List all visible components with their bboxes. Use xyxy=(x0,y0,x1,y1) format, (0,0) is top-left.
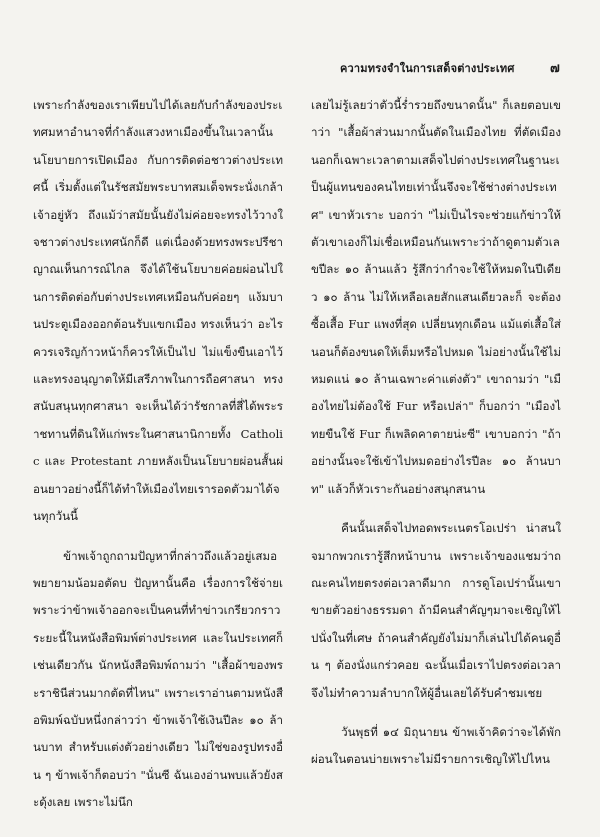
running-header-title: ความทรงจำในการเสด็จต่างประเทศ xyxy=(340,62,515,75)
right-paragraph-1: เลยไม่รู้เลยว่าตัวนี้ร่ำรวยถึงขนาดนั้น" ก็เลยตอบเขาว่า "เสื้อผ้าส่วนมากนั้นตัดในเมืองไทย ที่ตัดเมืองนอกก็เฉพาะเวลาตามเสด็จไปต่างประเทศในฐานะเป็นผู้แทนของคนไทยเท่านั้นจึงจะใช้ช่างต่างประเทศ" เขาหัวเราะ บอกว่า "ไม่เป็นไรจะช่วยแก้ข่าวให้ ตัวเขาเองก็ไม่เชื่อเหมือนกันเพราะว่าถ้าดูตามตัวเลขปีละ ๑๐ ล้านแล้ว รู้สึกว่ากำจะใช้ให้หมดในปีเดียว ๑๐ ล้าน ไม่ให้เหลือเลยสักแสนเดียวละก็ จะต้องซื้อเสื้อ Fur แพงที่สุด เปลี่ยนทุกเดือน แม้แต่เสื้อใส่นอนก็ต้องขนดให้เต็มหรือไปหมด ไม่อย่างนั้นใช้ไม่หมดแน่ ๑๐ ล้านเฉพาะค่าแต่งตัว" เขาถามว่า "เมืองไทยไม่ต้องใช้ Fur หรือเปล่า" ก็บอกว่า "เมืองไทยขืนใช้ Fur ก็เพลิดคาตายน่ะซี" เขาบอกว่า "ถ้าอย่างนั้นจะใช้เข้าไปหมดอย่างไรปีละ ๑๐ ล้านบาท" แล้วก็หัวเราะกันอย่างสนุกสนาน xyxy=(311,98,561,496)
right-column xyxy=(311,92,561,812)
left-paragraph-2: ข้าพเจ้าถูกถามปัญหาที่กล่าวถึงแล้วอยู่เสมอ พยายามน้อมอตัดบ ปัญหานั้นคือ เรื่องการใช้จ่ายเพราะว่าข้าพเจ้าออกจะเป็นคนที่ทำข่าวเกรียวกราวระยะนี้ในหนังสือพิมพ์ต่างประเทศ และในประเทศก็เช่นเดียวกัน นักหนังสือพิมพ์ถามว่า "เสื้อผ้าของพระราชินีส่วนมากตัดที่ไหน" เพราะเราอ่านตามหนังสือพิมพ์ฉบับหนึ่งกล่าวว่า ข้าพเจ้าใช้เงินปีละ ๑๐ ล้านบาท สำหรับแต่งตัวอย่างเดียว ไม่ใช่ของรูปทรงอื่น ๆ ข้าพเจ้าก็ตอบว่า "นั่นซี ฉันเองอ่านพบแล้วยังสะดุ้งเลย เพราะไม่นึก xyxy=(33,548,283,810)
right-paragraph-2: คืนนั้นเสด็จไปทอดพระเนตรโอเปร่า น่าสนใจมากพวกเรารู้สึกหน้าบาน เพราะเจ้าของแชมว่าถณะคนไทยตรงต่อเวลาดีมาก การดูโอเปร่านั้นเขาขายตัวอย่างธรรมดา ถ้ามีคนสำคัญๆมาจะเชิญให้ไปนั่งในที่เศษ ถ้าคนสำคัญยังไม่มาก็เล่นไปได้คนดูอื่น ๆ ต้องนั่งแกร่วคอย ฉะนั้นเมื่อเราไปตรงต่อเวลาจึงไม่ทำความลำบากให้ผู้อื่นเลยได้รับคำชมเชย xyxy=(311,521,561,700)
right-paragraph-3: วันพุธที่ ๑๔ มิถุนายน ข้าพเจ้าคิดว่าจะได้พักผ่อนในตอนบ่ายเพราะไม่มีรายการเชิญให้ไปไหน xyxy=(311,724,561,767)
left-column xyxy=(33,92,283,812)
page-number: ๗ xyxy=(550,61,560,76)
left-paragraph-1: เพราะกำลังของเราเพียบไปได้เลยกับกำลังของประเทศมหาอำนาจที่กำลังแสวงหาเมืองขึ้นในเวลานั้น นโยบายการเปิดเมือง กับการติดต่อชาวต่างประเทศนี้ เริ่มตั้งแต่ในรัชสมัยพระบาทสมเด็จพระนั่งเกล้าเจ้าอยู่หัว ถึงแม้ว่าสมัยนั้นยังไม่ค่อยจะทรงไว้วางใจชาวต่างประเทศนักก็ดี แต่เนื่องด้วยทรงพระปรีชาญาณเห็นการณ์ไกล จึงได้ใช้นโยบายค่อยผ่อนไปในการติดต่อกับต่างประเทศเหมือนกับค่อยๆ แง้มบานประตูเมืองออกต้อนรับแขกเมือง ทรงเห็นว่า อะไรควรเจริญก้าวหน้าก็ควรให้เป็นไป ไม่แข็งขืนเอาไว้และทรงอนุญาตให้มีเสรีภาพในการถือศาสนา ทรงสนับสนุนทุกศาสนา จะเห็นได้ว่ารัชกาลที่สี่ได้พระราชทานที่ดินให้แก่พระในศาสนานิกายทั้ง Catholic และ Protestant ภายหลังเป็นนโยบายผ่อนสั้นผ่อนยาวอย่างนี้ก็ได้ทำให้เมืองไทยเรารอดตัวมาได้จนทุกวันนี้ xyxy=(33,98,283,524)
running-header xyxy=(300,55,560,77)
